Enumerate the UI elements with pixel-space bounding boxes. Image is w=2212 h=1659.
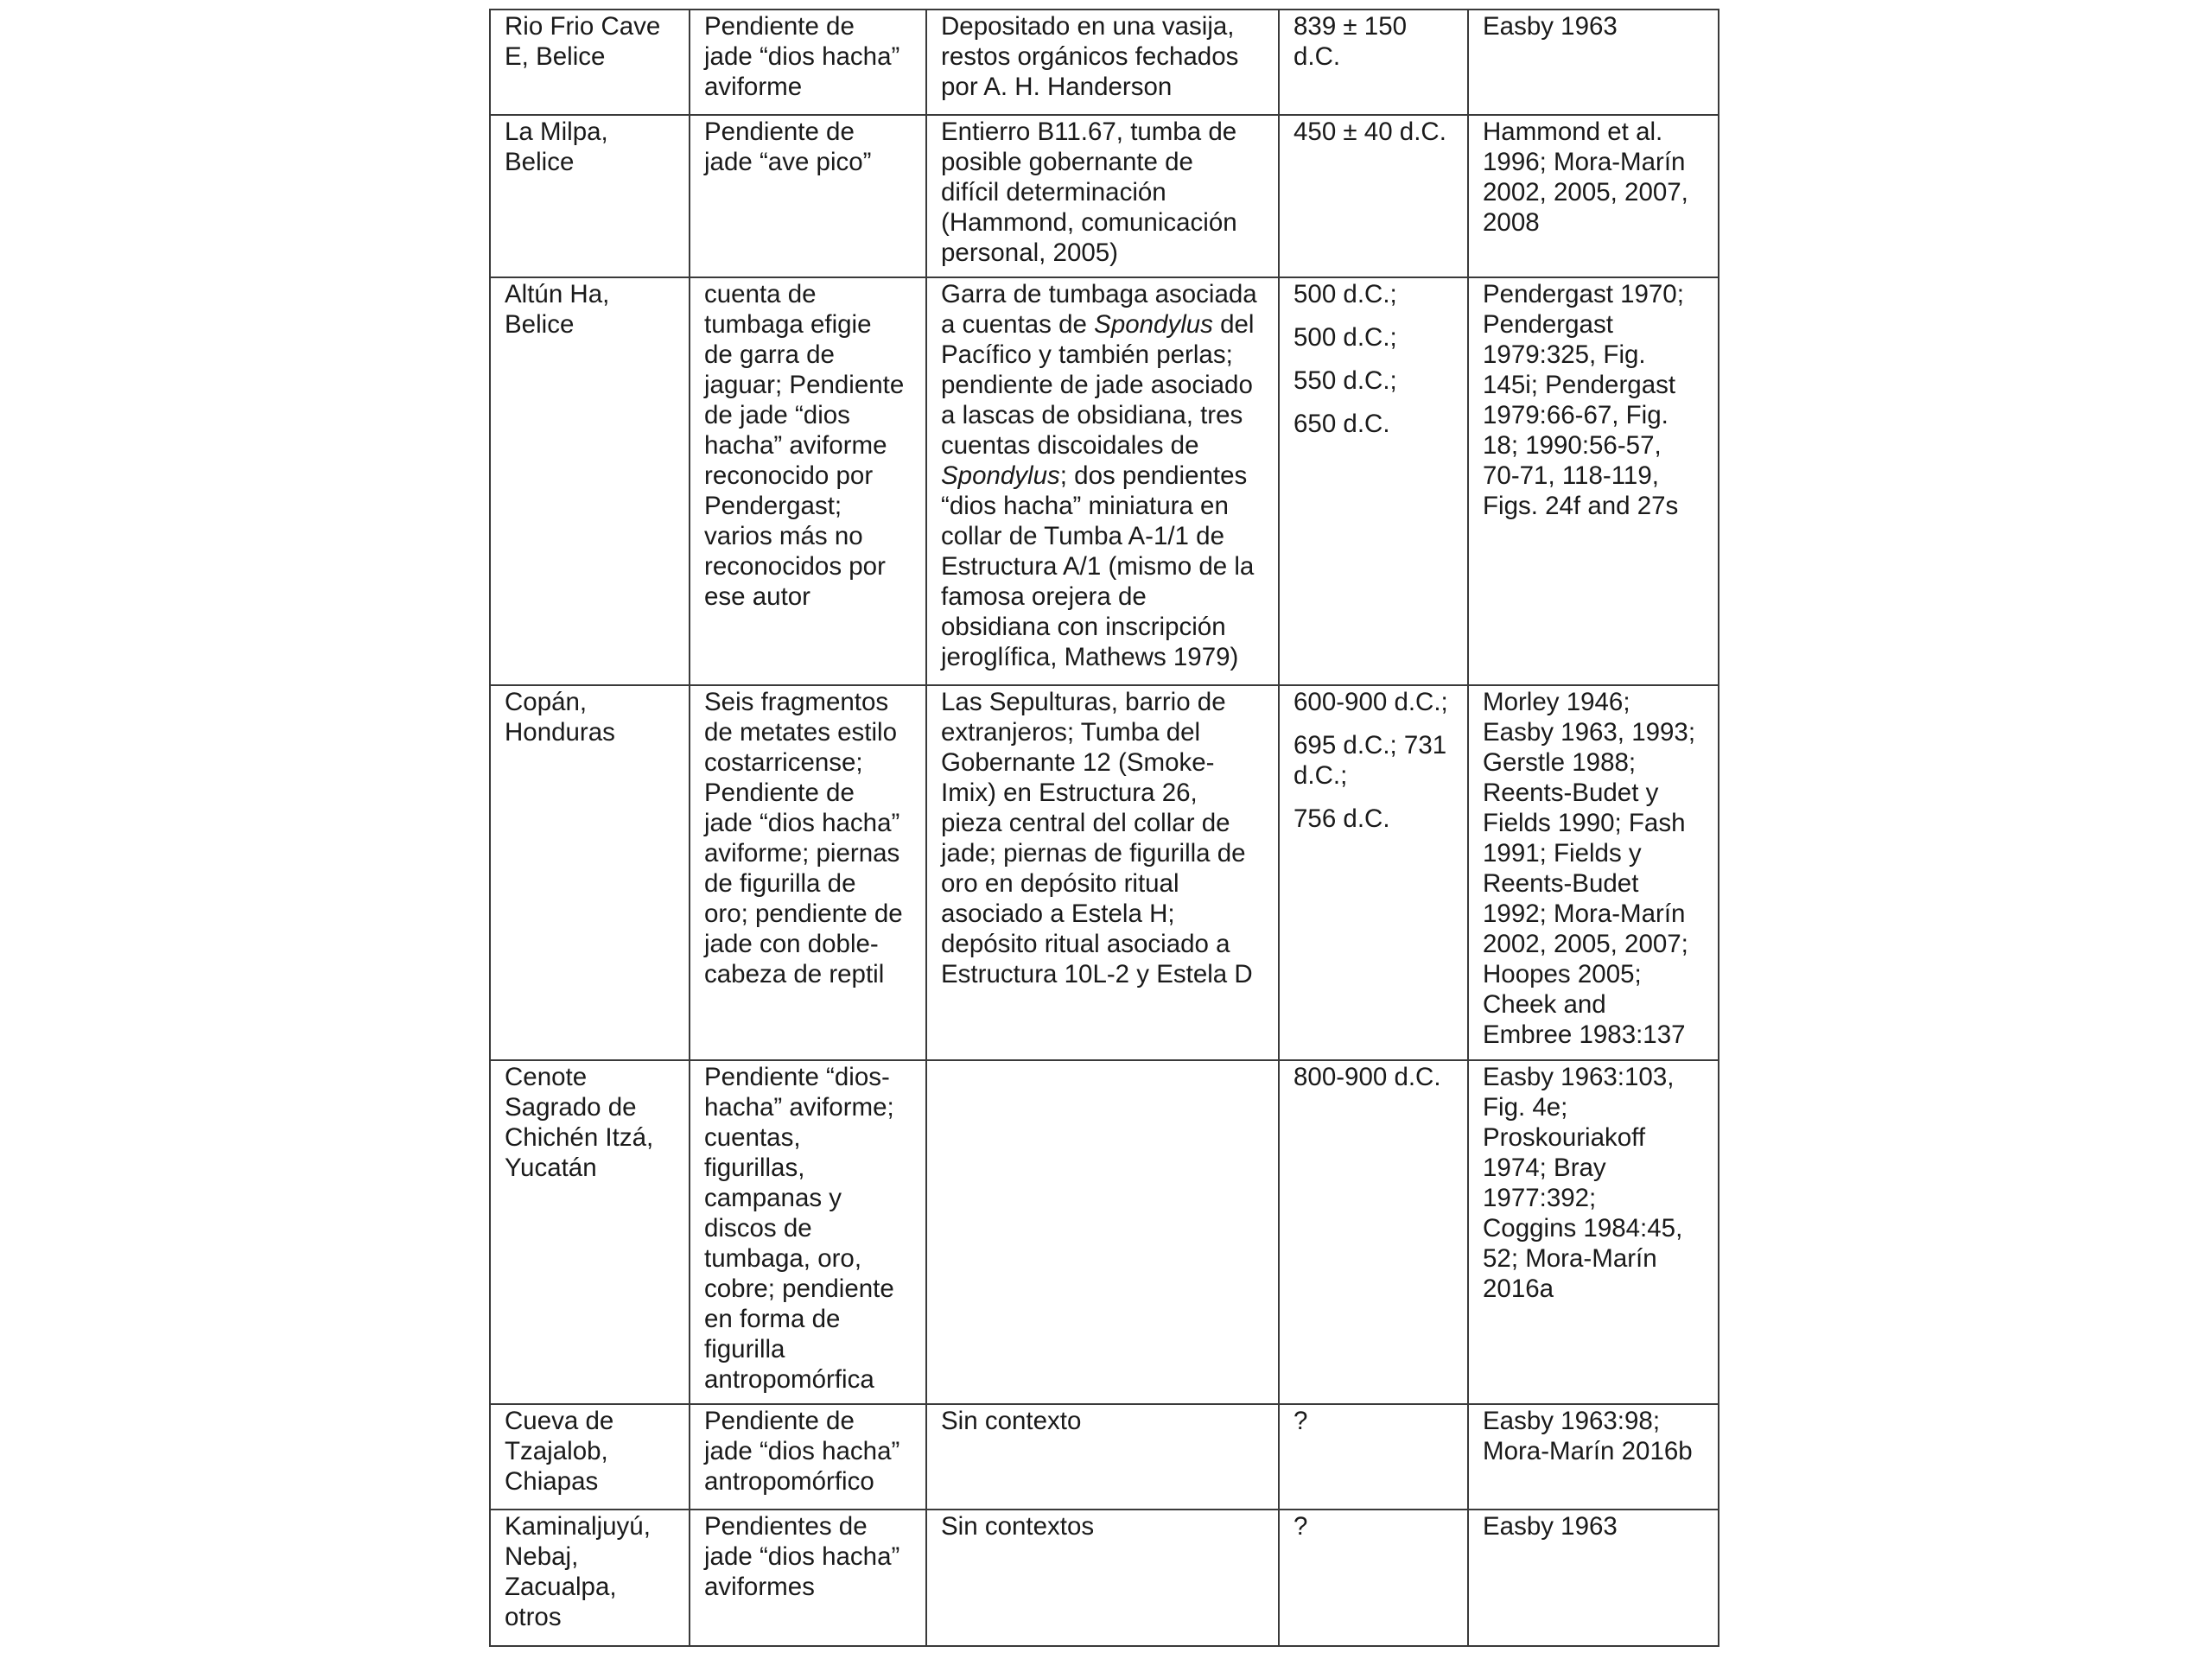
references-cell	[1468, 277, 1719, 685]
cell-line: (Hammond, comunicación	[941, 208, 1237, 237]
references-cell	[1468, 685, 1719, 1060]
cell-line: Honduras	[505, 718, 615, 747]
cell-line: tumbaga efigie	[704, 310, 872, 339]
cell-line: Spondylus; dos pendientes	[941, 461, 1248, 490]
cell-line: d.C.	[1294, 42, 1341, 71]
italic-term: Spondylus	[941, 461, 1060, 490]
object-cell	[690, 10, 926, 115]
cell-line: famosa orejera de	[941, 582, 1147, 611]
object-cell	[690, 115, 926, 277]
cell-line: Cheek and	[1483, 990, 1606, 1019]
cell-line: “dios hacha” miniatura en	[941, 492, 1229, 520]
cell-line: aviformes	[704, 1573, 815, 1601]
cell-line: E, Belice	[505, 42, 606, 71]
cell-line: Pendergast;	[704, 492, 842, 520]
cell-line: Proskouriakoff	[1483, 1123, 1646, 1152]
cell-line: hacha” aviforme;	[704, 1093, 894, 1122]
cell-line: 500 d.C.;	[1294, 323, 1397, 352]
cell-line: Yucatán	[505, 1154, 597, 1182]
cell-line: varios más no	[704, 522, 863, 550]
table-row	[490, 1510, 1719, 1646]
italic-term: Spondylus	[1094, 310, 1213, 339]
cell-line: otros	[505, 1603, 562, 1631]
cell-line: Reents-Budet	[1483, 869, 1639, 898]
cell-line: asociado a Estela H;	[941, 899, 1175, 928]
cell-line: personal, 2005)	[941, 238, 1119, 267]
cell-line: 1974; Bray	[1483, 1154, 1606, 1182]
cell-line: Gerstle 1988;	[1483, 748, 1637, 777]
cell-line: Belice	[505, 310, 575, 339]
cell-line: Easby 1963	[1483, 1512, 1618, 1541]
cell-line: Pendergast	[1483, 310, 1613, 339]
cell-line: oro en depósito ritual	[941, 869, 1179, 898]
table-body	[490, 10, 1719, 1646]
date-cell	[1279, 1404, 1468, 1510]
cell-line: Altún Ha,	[505, 280, 610, 308]
cell-line: 756 d.C.	[1294, 804, 1390, 833]
site-cell	[490, 1060, 690, 1404]
cell-line: Chichén Itzá,	[505, 1123, 654, 1152]
cell-line: Gobernante 12 (Smoke-	[941, 748, 1215, 777]
cell-line: 550 d.C.;	[1294, 366, 1397, 395]
cell-line: 650 d.C.	[1294, 410, 1390, 438]
cell-line: jade “dios hacha”	[704, 42, 900, 71]
date-cell	[1279, 277, 1468, 685]
cell-line: Pendiente “dios-	[704, 1063, 890, 1091]
cell-line: Pendiente de	[704, 118, 855, 146]
cell-line: jade “ave pico”	[704, 148, 872, 176]
cell-line: jade; piernas de figurilla de	[941, 839, 1246, 868]
cell-line: depósito ritual asociado a	[941, 930, 1230, 958]
cell-line: Coggins 1984:45,	[1483, 1214, 1683, 1243]
cell-line: Depositado en una vasija,	[941, 12, 1235, 41]
cell-line: Hammond et al.	[1483, 118, 1663, 146]
cell-line: Zacualpa,	[505, 1573, 617, 1601]
cell-line: 839 ± 150	[1294, 12, 1408, 41]
cell-line: Seis fragmentos	[704, 688, 889, 716]
cell-line: 1979:66-67, Fig.	[1483, 401, 1669, 429]
cell-line: Pacífico y también perlas;	[941, 340, 1233, 369]
cell-line: de metates estilo	[704, 718, 898, 747]
references-cell	[1468, 10, 1719, 115]
table-row	[490, 10, 1719, 115]
cell-line: 500 d.C.;	[1294, 280, 1397, 308]
cell-line: Pendiente de	[704, 1407, 855, 1435]
cell-line: obsidiana con inscripción	[941, 613, 1226, 641]
cell-line: ese autor	[704, 582, 810, 611]
cell-line: de jade “dios	[704, 401, 850, 429]
table-row	[490, 277, 1719, 685]
site-cell	[490, 1404, 690, 1510]
cell-line: Easby 1963	[1483, 12, 1618, 41]
cell-line: 2008	[1483, 208, 1540, 237]
cell-line: Estructura 10L-2 y Estela D	[941, 960, 1253, 988]
cell-line: 695 d.C.; 731	[1294, 731, 1447, 760]
cell-line: pieza central del collar de	[941, 809, 1230, 837]
cell-line: hacha” aviforme	[704, 431, 887, 460]
cell-line: en forma de	[704, 1305, 841, 1333]
cell-line: jade “dios hacha”	[704, 809, 900, 837]
references-cell	[1468, 1404, 1719, 1510]
cell-line: Cenote	[505, 1063, 588, 1091]
object-cell	[690, 1510, 926, 1646]
cell-line: oro; pendiente de	[704, 899, 903, 928]
cell-line: cobre; pendiente	[704, 1274, 894, 1303]
cell-line: 1977:392;	[1483, 1184, 1597, 1212]
cell-line: Easby 1963, 1993;	[1483, 718, 1696, 747]
table-row	[490, 1060, 1719, 1404]
cell-line: Kaminaljuyú,	[505, 1512, 651, 1541]
cell-line: Embree 1983:137	[1483, 1020, 1686, 1049]
context-cell	[926, 1404, 1279, 1510]
cell-line: tumbaga, oro,	[704, 1244, 862, 1273]
cell-line: figurilla	[704, 1335, 785, 1363]
cell-line: cuentas,	[704, 1123, 801, 1152]
cell-line: Imix) en Estructura 26,	[941, 779, 1198, 807]
cell-line: de figurilla de	[704, 869, 856, 898]
site-cell	[490, 685, 690, 1060]
context-cell	[926, 10, 1279, 115]
cell-line: Cueva de	[505, 1407, 614, 1435]
cell-line: Mora-Marín 2016b	[1483, 1437, 1693, 1465]
site-cell	[490, 10, 690, 115]
cell-line: La Milpa,	[505, 118, 608, 146]
cell-line: jeroglífica, Mathews 1979)	[941, 643, 1239, 671]
date-cell	[1279, 685, 1468, 1060]
cell-line: Rio Frio Cave	[505, 12, 661, 41]
table-row	[490, 685, 1719, 1060]
cell-line: jade con doble-	[704, 930, 879, 958]
context-cell	[926, 685, 1279, 1060]
date-cell	[1279, 115, 1468, 277]
cell-line: difícil determinación	[941, 178, 1166, 207]
cell-line: cuentas discoidales de	[941, 431, 1199, 460]
cell-line: extranjeros; Tumba del	[941, 718, 1201, 747]
cell-line: antropomórfica	[704, 1365, 874, 1394]
cell-line: Morley 1946;	[1483, 688, 1630, 716]
cell-line: de garra de	[704, 340, 835, 369]
cell-line: por A. H. Handerson	[941, 73, 1173, 101]
cell-line: reconocido por	[704, 461, 874, 490]
object-cell	[690, 1060, 926, 1404]
cell-line: 70-71, 118-119,	[1483, 461, 1659, 490]
references-cell	[1468, 115, 1719, 277]
cell-line: Copán,	[505, 688, 588, 716]
cell-line: Fig. 4e;	[1483, 1093, 1568, 1122]
object-cell	[690, 685, 926, 1060]
cell-line: 600-900 d.C.;	[1294, 688, 1448, 716]
cell-line: Entierro B11.67, tumba de	[941, 118, 1237, 146]
cell-line: costarricense;	[704, 748, 863, 777]
cell-line: campanas y	[704, 1184, 842, 1212]
cell-line: 145i; Pendergast	[1483, 371, 1676, 399]
cell-line: Pendiente de	[704, 12, 855, 41]
cell-line: reconocidos por	[704, 552, 886, 581]
cell-line: Belice	[505, 148, 575, 176]
cell-line: 450 ± 40 d.C.	[1294, 118, 1446, 146]
cell-line: figurillas,	[704, 1154, 805, 1182]
cell-line: discos de	[704, 1214, 812, 1243]
date-cell	[1279, 1060, 1468, 1404]
references-cell	[1468, 1060, 1719, 1404]
cell-line: Reents-Budet y	[1483, 779, 1659, 807]
cell-line: d.C.;	[1294, 761, 1348, 790]
cell-line: aviforme; piernas	[704, 839, 900, 868]
cell-line: 1996; Mora-Marín	[1483, 148, 1686, 176]
cell-line: Pendiente de	[704, 779, 855, 807]
cell-line: cuenta de	[704, 280, 817, 308]
archaeology-table	[489, 9, 1719, 1647]
cell-line: collar de Tumba A-1/1 de	[941, 522, 1224, 550]
cell-line: 1979:325, Fig.	[1483, 340, 1646, 369]
cell-line: Pendientes de	[704, 1512, 868, 1541]
cell-line: pendiente de jade asociado	[941, 371, 1253, 399]
cell-line: 1992; Mora-Marín	[1483, 899, 1686, 928]
cell-line: Fields 1990; Fash	[1483, 809, 1686, 837]
cell-line: Sin contextos	[941, 1512, 1095, 1541]
context-cell	[926, 1510, 1279, 1646]
cell-line: 2016a	[1483, 1274, 1554, 1303]
context-cell	[926, 115, 1279, 277]
cell-line: restos orgánicos fechados	[941, 42, 1239, 71]
cell-line: 52; Mora-Marín	[1483, 1244, 1657, 1273]
cell-line: cabeza de reptil	[704, 960, 885, 988]
cell-line: Figs. 24f and 27s	[1483, 492, 1679, 520]
cell-line: Sagrado de	[505, 1093, 637, 1122]
cell-line: jade “dios hacha”	[704, 1437, 900, 1465]
cell-line: Chiapas	[505, 1467, 599, 1496]
table-row	[490, 115, 1719, 277]
references-cell	[1468, 1510, 1719, 1646]
cell-line: Pendergast 1970;	[1483, 280, 1684, 308]
cell-line: posible gobernante de	[941, 148, 1193, 176]
cell-line: Easby 1963:98;	[1483, 1407, 1661, 1435]
cell-line: jade “dios hacha”	[704, 1542, 900, 1571]
cell-line: Las Sepulturas, barrio de	[941, 688, 1226, 716]
cell-line: Sin contexto	[941, 1407, 1082, 1435]
context-cell	[926, 277, 1279, 685]
cell-line: Estructura A/1 (mismo de la	[941, 552, 1255, 581]
cell-line: Garra de tumbaga asociada	[941, 280, 1257, 308]
cell-line: antropomórfico	[704, 1467, 874, 1496]
site-cell	[490, 277, 690, 685]
cell-line: jaguar; Pendiente	[704, 371, 905, 399]
object-cell	[690, 277, 926, 685]
cell-line: 800-900 d.C.	[1294, 1063, 1441, 1091]
cell-line: aviforme	[704, 73, 803, 101]
cell-line: 1991; Fields y	[1483, 839, 1642, 868]
cell-line: 2002, 2005, 2007;	[1483, 930, 1688, 958]
cell-line: 18; 1990:56-57,	[1483, 431, 1662, 460]
cell-line: ?	[1294, 1407, 1308, 1435]
table-row	[490, 1404, 1719, 1510]
cell-line: a lascas de obsidiana, tres	[941, 401, 1243, 429]
date-cell	[1279, 10, 1468, 115]
cell-line: a cuentas de Spondylus del	[941, 310, 1255, 339]
cell-line: ?	[1294, 1512, 1308, 1541]
cell-line: Easby 1963:103,	[1483, 1063, 1675, 1091]
cell-line: Nebaj,	[505, 1542, 579, 1571]
context-cell	[926, 1060, 1279, 1404]
date-cell	[1279, 1510, 1468, 1646]
site-cell	[490, 115, 690, 277]
cell-line: 2002, 2005, 2007,	[1483, 178, 1688, 207]
object-cell	[690, 1404, 926, 1510]
site-cell	[490, 1510, 690, 1646]
cell-line: Tzajalob,	[505, 1437, 608, 1465]
cell-line: Hoopes 2005;	[1483, 960, 1642, 988]
